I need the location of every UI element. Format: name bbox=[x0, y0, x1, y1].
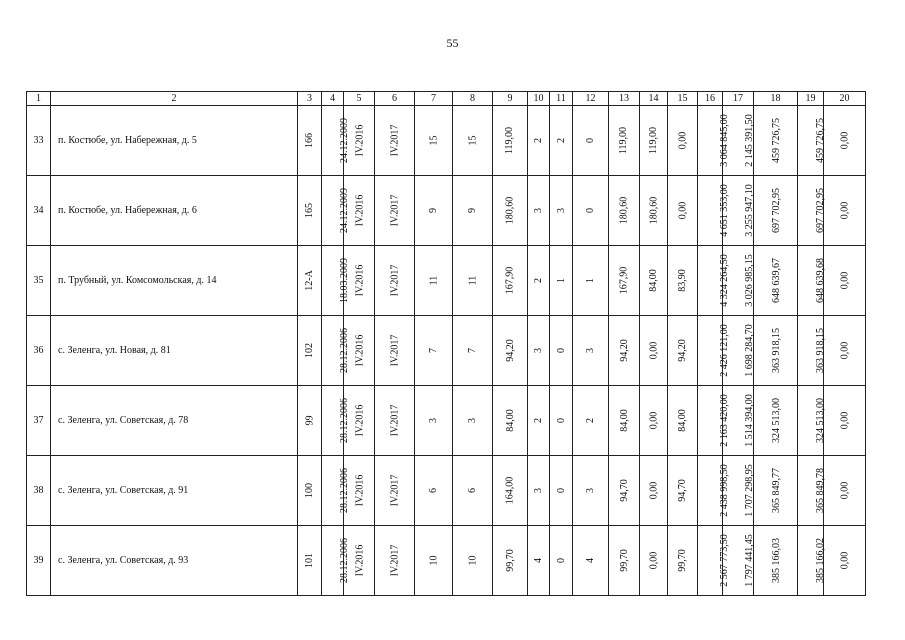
table-cell bbox=[322, 386, 350, 456]
cell-value: 0,00 bbox=[648, 481, 659, 500]
table-cell bbox=[375, 106, 415, 176]
cell-value: 83,90 bbox=[677, 269, 688, 292]
cell-value: IV.2016 bbox=[354, 404, 366, 437]
cell-value: 648 639,68 bbox=[815, 258, 826, 303]
table-cell bbox=[415, 386, 453, 456]
table-cell bbox=[754, 456, 798, 526]
table-cell bbox=[453, 316, 493, 386]
table-cell bbox=[698, 176, 730, 246]
cell-value: 0,00 bbox=[677, 131, 688, 150]
table-cell bbox=[698, 106, 730, 176]
column-header-7: 7 bbox=[415, 92, 453, 106]
table-cell bbox=[415, 456, 453, 526]
cell-value: 0,00 bbox=[839, 481, 850, 500]
cell-value: 180,60 bbox=[648, 196, 660, 225]
housing-table bbox=[26, 91, 866, 596]
cell-value: 18.03.2009 bbox=[339, 258, 350, 303]
table-row bbox=[27, 526, 866, 596]
address-cell: с. Зеленга, ул. Новая, д. 81 bbox=[51, 316, 298, 386]
table-cell bbox=[453, 106, 493, 176]
column-header-6: 6 bbox=[375, 92, 415, 106]
table-cell bbox=[453, 456, 493, 526]
cell-value: 1 514 394,00 bbox=[743, 394, 755, 447]
cell-value: 459 726,75 bbox=[771, 118, 782, 163]
table-cell bbox=[698, 246, 730, 316]
table-cell bbox=[798, 106, 824, 176]
cell-value: 363 918,15 bbox=[771, 328, 782, 373]
table-row bbox=[27, 386, 866, 456]
table-cell bbox=[322, 246, 350, 316]
table-cell bbox=[798, 386, 824, 456]
column-header-8: 8 bbox=[453, 92, 493, 106]
table-cell bbox=[754, 246, 798, 316]
cell-value: 365 849,78 bbox=[815, 468, 826, 513]
cell-value: 102 bbox=[304, 343, 315, 358]
table-cell bbox=[453, 386, 493, 456]
cell-value: 1 bbox=[585, 278, 596, 283]
table-cell bbox=[640, 526, 668, 596]
cell-value: 3 026 985,15 bbox=[743, 254, 755, 307]
cell-value: IV.2017 bbox=[388, 334, 400, 367]
table-row bbox=[27, 246, 866, 316]
table-cell bbox=[322, 106, 350, 176]
cell-value: 3 bbox=[428, 418, 439, 423]
table-cell bbox=[550, 526, 573, 596]
row-number-cell: 36 bbox=[27, 316, 51, 386]
column-header-4: 4 bbox=[322, 92, 344, 106]
table-cell bbox=[698, 386, 730, 456]
cell-value: 28.12.2006 bbox=[339, 538, 350, 583]
table-cell bbox=[824, 246, 866, 316]
column-header-2: 2 bbox=[51, 92, 298, 106]
table-cell bbox=[609, 316, 640, 386]
cell-value: 119,00 bbox=[618, 126, 630, 155]
cell-value: 10 bbox=[428, 555, 439, 566]
cell-value: 11 bbox=[466, 275, 478, 286]
table-cell bbox=[609, 526, 640, 596]
column-header-9: 9 bbox=[493, 92, 528, 106]
cell-value: 24.12.2009 bbox=[339, 118, 350, 163]
cell-value: IV.2017 bbox=[388, 264, 400, 297]
cell-value: 180,60 bbox=[504, 196, 516, 225]
table-cell bbox=[375, 176, 415, 246]
table-cell bbox=[668, 106, 698, 176]
table-cell bbox=[798, 316, 824, 386]
table-cell bbox=[824, 386, 866, 456]
column-header-13: 13 bbox=[609, 92, 640, 106]
cell-value: 165 bbox=[304, 203, 315, 218]
cell-value: 28.12.2006 bbox=[339, 328, 350, 373]
column-header-20: 20 bbox=[824, 92, 866, 106]
table-cell bbox=[573, 176, 609, 246]
cell-value: 7 bbox=[428, 348, 439, 353]
table-cell bbox=[668, 526, 698, 596]
cell-value: 9 bbox=[467, 208, 478, 213]
table-cell bbox=[754, 316, 798, 386]
table-cell bbox=[640, 246, 668, 316]
cell-value: 4 bbox=[585, 558, 596, 563]
column-header-15: 15 bbox=[668, 92, 698, 106]
cell-value: 3 bbox=[585, 488, 596, 493]
cell-value: IV.2016 bbox=[354, 124, 366, 157]
cell-value: 94,20 bbox=[504, 339, 516, 362]
table-row bbox=[27, 106, 866, 176]
cell-value: 11 bbox=[427, 275, 439, 286]
cell-value: 1 698 284,70 bbox=[743, 324, 755, 377]
cell-value: 4 651 353,00 bbox=[718, 184, 730, 237]
cell-value: IV.2017 bbox=[388, 404, 400, 437]
table-row bbox=[27, 176, 866, 246]
table-cell bbox=[493, 176, 528, 246]
table-cell bbox=[640, 456, 668, 526]
table-cell bbox=[754, 386, 798, 456]
table-cell bbox=[493, 456, 528, 526]
cell-value: 1 bbox=[555, 278, 567, 283]
table-cell bbox=[453, 526, 493, 596]
table-cell bbox=[698, 526, 730, 596]
cell-value: 0,00 bbox=[648, 551, 659, 570]
table-cell bbox=[824, 456, 866, 526]
table-cell bbox=[375, 246, 415, 316]
cell-value: 84,00 bbox=[618, 409, 630, 432]
table-cell bbox=[640, 176, 668, 246]
cell-value: IV.2016 bbox=[354, 194, 366, 227]
table-cell bbox=[550, 456, 573, 526]
address-cell: п. Костюбе, ул. Набережная, д. 6 bbox=[51, 176, 298, 246]
cell-value: 101 bbox=[304, 553, 315, 568]
cell-value: 0 bbox=[585, 208, 596, 213]
cell-value: IV.2016 bbox=[354, 334, 366, 367]
table-cell bbox=[640, 106, 668, 176]
row-number-cell: 33 bbox=[27, 106, 51, 176]
column-header-16: 16 bbox=[698, 92, 723, 106]
cell-value: 24.12.2009 bbox=[339, 188, 350, 233]
cell-value: 697 702,95 bbox=[815, 188, 826, 233]
table-cell bbox=[609, 176, 640, 246]
table-cell bbox=[698, 316, 730, 386]
table-cell bbox=[375, 316, 415, 386]
table-cell bbox=[609, 386, 640, 456]
column-header-11: 11 bbox=[550, 92, 573, 106]
table-cell bbox=[573, 316, 609, 386]
table-cell bbox=[640, 316, 668, 386]
cell-value: 84,00 bbox=[648, 269, 659, 292]
table-cell bbox=[528, 386, 550, 456]
address-cell: п. Костюбе, ул. Набережная, д. 5 bbox=[51, 106, 298, 176]
table-cell bbox=[298, 386, 322, 456]
cell-value: 166 bbox=[304, 133, 315, 148]
cell-value: 164,00 bbox=[504, 476, 516, 505]
table-cell bbox=[375, 456, 415, 526]
cell-value: 167,90 bbox=[504, 266, 516, 295]
table-cell bbox=[668, 316, 698, 386]
cell-value: 6 bbox=[428, 488, 439, 493]
table-cell bbox=[453, 246, 493, 316]
cell-value: 2 bbox=[533, 278, 544, 283]
table-row bbox=[27, 316, 866, 386]
table-cell bbox=[528, 526, 550, 596]
cell-value: 2 567 773,50 bbox=[718, 534, 730, 587]
table-cell bbox=[493, 526, 528, 596]
table-cell bbox=[798, 246, 824, 316]
cell-value: 459 726,75 bbox=[815, 118, 826, 163]
table-cell bbox=[754, 106, 798, 176]
table-cell bbox=[528, 246, 550, 316]
cell-value: 6 bbox=[467, 488, 478, 493]
table-cell bbox=[798, 456, 824, 526]
cell-value: 0,00 bbox=[839, 131, 850, 150]
table-cell bbox=[668, 386, 698, 456]
cell-value: 2 bbox=[555, 138, 567, 143]
cell-value: 2 163 420,00 bbox=[718, 394, 730, 447]
column-header-3: 3 bbox=[298, 92, 322, 106]
cell-value: 363 918,15 bbox=[815, 328, 826, 373]
column-header-14: 14 bbox=[640, 92, 668, 106]
table-body bbox=[27, 106, 866, 596]
table-cell bbox=[415, 106, 453, 176]
table-cell bbox=[573, 246, 609, 316]
cell-value: 28.12.2006 bbox=[339, 468, 350, 513]
cell-value: 697 702,95 bbox=[771, 188, 782, 233]
table-cell bbox=[754, 176, 798, 246]
cell-value: 28.12.2006 bbox=[339, 398, 350, 443]
cell-value: 0,00 bbox=[839, 411, 850, 430]
table-cell bbox=[609, 246, 640, 316]
cell-value: 100 bbox=[304, 483, 315, 498]
table-cell bbox=[640, 386, 668, 456]
cell-value: 0,00 bbox=[648, 341, 659, 360]
cell-value: IV.2016 bbox=[354, 264, 366, 297]
table-cell bbox=[322, 316, 350, 386]
table-cell bbox=[493, 246, 528, 316]
table-cell bbox=[298, 526, 322, 596]
cell-value: 2 145 391,50 bbox=[743, 114, 755, 167]
cell-value: 9 bbox=[428, 208, 439, 213]
address-cell: п. Трубный, ул. Комсомольская, д. 14 bbox=[51, 246, 298, 316]
cell-value: 0,00 bbox=[839, 271, 850, 290]
table-cell bbox=[550, 246, 573, 316]
table-cell bbox=[798, 526, 824, 596]
row-number-cell: 37 bbox=[27, 386, 51, 456]
cell-value: 99,70 bbox=[504, 549, 516, 572]
cell-value: 0,00 bbox=[839, 551, 850, 570]
table-cell bbox=[298, 246, 322, 316]
row-number-cell: 38 bbox=[27, 456, 51, 526]
cell-value: 324 513,00 bbox=[771, 398, 782, 443]
cell-value: 648 639,67 bbox=[771, 258, 782, 303]
cell-value: 94,70 bbox=[677, 479, 688, 502]
cell-value: 3 255 947,10 bbox=[743, 184, 755, 237]
table-cell bbox=[550, 106, 573, 176]
cell-value: 119,00 bbox=[648, 126, 660, 155]
table-cell bbox=[609, 106, 640, 176]
cell-value: 1 707 298,95 bbox=[743, 464, 755, 517]
cell-value: IV.2017 bbox=[388, 124, 400, 157]
column-header-19: 19 bbox=[798, 92, 824, 106]
cell-value: 2 438 998,50 bbox=[718, 464, 730, 517]
cell-value: 0 bbox=[555, 558, 567, 563]
column-header-12: 12 bbox=[573, 92, 609, 106]
table-cell bbox=[668, 456, 698, 526]
cell-value: 3 bbox=[533, 208, 544, 213]
table-cell bbox=[528, 176, 550, 246]
table-cell bbox=[824, 316, 866, 386]
table-cell bbox=[668, 176, 698, 246]
cell-value: 12-А bbox=[304, 270, 315, 291]
cell-value: 99,70 bbox=[677, 549, 688, 572]
table-cell bbox=[298, 316, 322, 386]
table-row bbox=[27, 456, 866, 526]
cell-value: 167,90 bbox=[618, 266, 630, 295]
table-cell bbox=[493, 386, 528, 456]
cell-value: 94,20 bbox=[618, 339, 630, 362]
cell-value: IV.2016 bbox=[354, 474, 366, 507]
row-number-cell: 39 bbox=[27, 526, 51, 596]
table-cell bbox=[415, 316, 453, 386]
cell-value: 0 bbox=[585, 138, 596, 143]
cell-value: 0,00 bbox=[839, 201, 850, 220]
table-cell bbox=[668, 246, 698, 316]
table-cell bbox=[298, 176, 322, 246]
cell-value: 3 bbox=[467, 418, 478, 423]
table-cell bbox=[573, 106, 609, 176]
table-cell bbox=[550, 316, 573, 386]
cell-value: 0,00 bbox=[839, 341, 850, 360]
column-header-1: 1 bbox=[27, 92, 51, 106]
cell-value: 0,00 bbox=[677, 201, 688, 220]
cell-value: 3 bbox=[533, 348, 544, 353]
column-header-17: 17 bbox=[723, 92, 754, 106]
cell-value: 2 426 121,00 bbox=[718, 324, 730, 377]
table-cell bbox=[375, 386, 415, 456]
table-cell bbox=[798, 176, 824, 246]
table-cell bbox=[609, 456, 640, 526]
cell-value: 4 bbox=[533, 558, 544, 563]
table-cell bbox=[528, 456, 550, 526]
table-cell bbox=[550, 176, 573, 246]
cell-value: IV.2017 bbox=[388, 544, 400, 577]
cell-value: 10 bbox=[467, 555, 478, 566]
row-number-cell: 35 bbox=[27, 246, 51, 316]
table-cell bbox=[415, 526, 453, 596]
cell-value: 180,60 bbox=[618, 196, 630, 225]
table-cell bbox=[493, 316, 528, 386]
cell-value: 385 166,03 bbox=[771, 538, 782, 583]
table-cell bbox=[415, 176, 453, 246]
cell-value: IV.2017 bbox=[388, 474, 400, 507]
cell-value: 3 bbox=[585, 348, 596, 353]
table-header bbox=[27, 92, 866, 106]
cell-value: 84,00 bbox=[677, 409, 688, 432]
table-cell bbox=[573, 456, 609, 526]
table-cell bbox=[754, 526, 798, 596]
cell-value: 3 bbox=[555, 208, 567, 213]
cell-value: 324 513,00 bbox=[815, 398, 826, 443]
cell-value: 99,70 bbox=[618, 549, 630, 572]
cell-value: 3 bbox=[533, 488, 544, 493]
cell-value: 1 797 441,45 bbox=[743, 534, 755, 587]
address-cell: с. Зеленга, ул. Советская, д. 91 bbox=[51, 456, 298, 526]
cell-value: IV.2016 bbox=[354, 544, 366, 577]
table-cell bbox=[375, 526, 415, 596]
cell-value: 0 bbox=[555, 348, 567, 353]
table-cell bbox=[298, 106, 322, 176]
cell-value: 7 bbox=[467, 348, 478, 353]
table-cell bbox=[298, 456, 322, 526]
cell-value: 385 166,02 bbox=[815, 538, 826, 583]
table-cell bbox=[698, 456, 730, 526]
table-cell bbox=[415, 246, 453, 316]
cell-value: 15 bbox=[428, 135, 439, 146]
table-cell bbox=[493, 106, 528, 176]
table-cell bbox=[824, 526, 866, 596]
cell-value: 2 bbox=[585, 418, 596, 423]
cell-value: 94,20 bbox=[677, 339, 688, 362]
cell-value: 15 bbox=[467, 135, 478, 146]
cell-value: 119,00 bbox=[504, 126, 516, 155]
column-header-5: 5 bbox=[344, 92, 375, 106]
cell-value: 2 bbox=[533, 138, 544, 143]
cell-value: 4 324 264,50 bbox=[718, 254, 730, 307]
cell-value: 365 849,77 bbox=[771, 468, 782, 513]
column-header-18: 18 bbox=[754, 92, 798, 106]
table-cell bbox=[322, 176, 350, 246]
table-cell bbox=[550, 386, 573, 456]
column-header-10: 10 bbox=[528, 92, 550, 106]
table-cell bbox=[528, 106, 550, 176]
cell-value: 0 bbox=[555, 418, 567, 423]
table-cell bbox=[322, 526, 350, 596]
page-number: 55 bbox=[446, 36, 459, 50]
cell-value: 99 bbox=[304, 415, 315, 426]
address-cell: с. Зеленга, ул. Советская, д. 78 bbox=[51, 386, 298, 456]
cell-value: 94,70 bbox=[618, 479, 630, 502]
row-number-cell: 34 bbox=[27, 176, 51, 246]
address-cell: с. Зеленга, ул. Советская, д. 93 bbox=[51, 526, 298, 596]
cell-value: 2 bbox=[533, 418, 544, 423]
table-cell bbox=[528, 316, 550, 386]
table-cell bbox=[453, 176, 493, 246]
table-cell bbox=[573, 386, 609, 456]
cell-value: IV.2017 bbox=[388, 194, 400, 227]
cell-value: 84,00 bbox=[504, 409, 516, 432]
cell-value: 0,00 bbox=[648, 411, 659, 430]
table-cell bbox=[824, 106, 866, 176]
cell-value: 0 bbox=[555, 488, 567, 493]
table-cell bbox=[322, 456, 350, 526]
table-cell bbox=[824, 176, 866, 246]
table-cell bbox=[573, 526, 609, 596]
cell-value: 3 064 845,00 bbox=[718, 114, 730, 167]
header-row bbox=[27, 92, 866, 106]
